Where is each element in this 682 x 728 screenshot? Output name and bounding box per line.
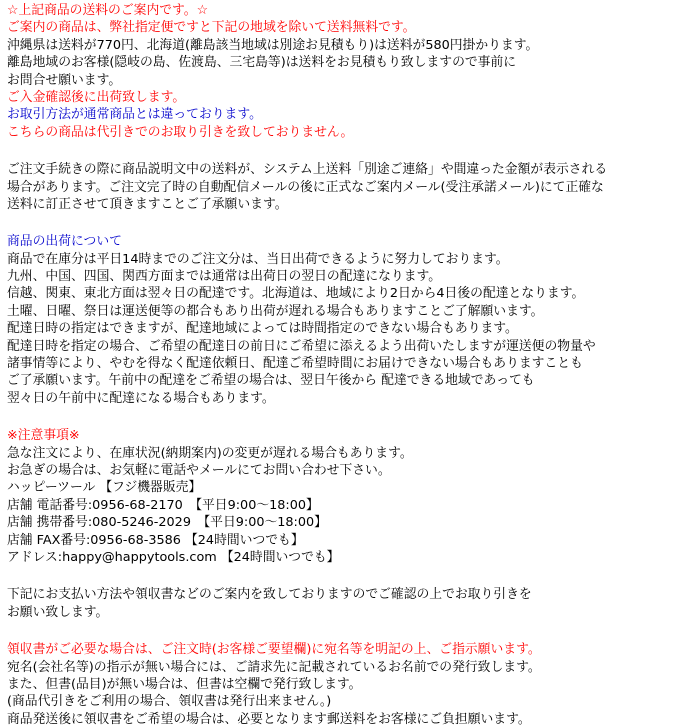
dispatch-line: 配達日時の指定はできますが、配達地域によっては時間指定のできない場合もあります。 xyxy=(7,321,518,337)
receipt-line: 商品発送後に領収書をご希望の場合は、必要となります郵送料をお客様にご負担願います。 xyxy=(7,711,531,727)
receipt-section xyxy=(7,641,682,728)
notice-line: 場合があります。ご注文完了時の自動配信メールの後に正式なご案内メール(受注承諾メール)にて正確な xyxy=(7,179,604,195)
caution-line: お急ぎの場合は、お気軽に電話やメールにてお問い合わせ下さい。 xyxy=(7,462,391,478)
payment-line: 下記にお支払い方法や領収書などのご案内を致しておりますのでご確認の上でお取り引きを xyxy=(7,587,532,603)
prepayment-note: ご入金確認後に出荷致します。 xyxy=(7,89,186,105)
shop-mobile: 店舗 携帯番号:080-5246-2029 【平日9:00～18:00】 xyxy=(7,515,327,531)
caution-section xyxy=(7,427,682,566)
dispatch-line: 信越、関東、東北方面は翌々日の配達です。北海道は、地域により2日から4日後の配達となります。 xyxy=(7,286,585,302)
shipping-fee-notice xyxy=(7,161,682,213)
dispatch-line: 配達日時を指定の場合、ご希望の配達日の前日にご希望に添えるよう出荷いたしますが運送便の物量や xyxy=(7,338,596,354)
receipt-line: (商品代引きをご利用の場合、領収書は発行出来ません。) xyxy=(7,694,332,710)
shop-phone: 店舗 電話番号:0956-68-2170 【平日9:00～18:00】 xyxy=(7,497,319,513)
caution-line: 急な注文により、在庫状況(納期案内)の変更が遅れる場合もあります。 xyxy=(7,445,413,461)
dispatch-line: 諸事情等により、やむを得なく配達依頼日、配達ご希望時間にお届けできない場合もありますことも xyxy=(7,356,583,372)
notice-line: 送料に訂正させて頂きますことご了承願います。 xyxy=(7,196,288,212)
shop-email: アドレス:happy@happytools.com 【24時間いつでも】 xyxy=(7,549,340,565)
payment-line: お願い致します。 xyxy=(7,604,109,620)
shipping-section xyxy=(7,2,682,141)
dispatch-section xyxy=(7,233,682,407)
caution-heading: ※注意事項※ xyxy=(7,428,80,444)
payment-section xyxy=(7,586,682,621)
remote-islands-note: 離島地域のお客様(隠岐の島、佐渡島、三宅島等)は送料をお見積もり致しますので事前に xyxy=(7,55,517,71)
dispatch-line: 九州、中国、四国、関西方面までは通常は出荷日の翌日の配達になります。 xyxy=(7,269,442,285)
dispatch-line: ご了承願います。午前中の配達をご希望の場合は、翌日午後から 配達できる地域であっても xyxy=(7,373,535,389)
receipt-line: また、但書(品目)が無い場合は、但書は空欄で発行致します。 xyxy=(7,676,362,692)
handling-note: お取引方法が通常商品とは違っております。 xyxy=(7,107,262,123)
dispatch-line: 商品で在庫分は平日14時までのご注文分は、当日出荷できるように努力しております。 xyxy=(7,251,509,267)
receipt-line: 宛名(会社名等)の指示が無い場合には、ご請求先に記載されているお名前での発行致します。 xyxy=(7,659,541,675)
remote-islands-inquiry: お問合せ願います。 xyxy=(7,72,122,88)
shipping-heading: ☆上記商品の送料のご案内です。☆ xyxy=(7,3,209,18)
dispatch-line: 翌々日の午前中に配達になる場合もあります。 xyxy=(7,390,275,406)
shop-fax: 店舗 FAX番号:0956-68-3586 【24時間いつでも】 xyxy=(7,532,304,548)
free-shipping-note: ご案内の商品は、弊社指定便ですと下記の地域を除いて送料無料です。 xyxy=(7,20,416,36)
okinawa-hokkaido-fee: 沖縄県は送料が770円、北海道(離島該当地域は別途お見積もり)は送料が580円掛かります。 xyxy=(7,37,539,53)
notice-line: ご注文手続きの際に商品説明文中の送料が、システム上送料「別途ご連絡」や間違った金額が表示される xyxy=(7,162,608,178)
dispatch-heading: 商品の出荷について xyxy=(7,234,122,250)
receipt-heading: 領収書がご必要な場合は、ご注文時(お客様ご要望欄)に宛名等を明記の上、ご指示願います。 xyxy=(7,642,541,658)
dispatch-line: 土曜、日曜、祭日は運送便等の都合もあり出荷が遅れる場合もありますことご了解願います。 xyxy=(7,303,544,319)
shop-name: ハッピーツール 【フジ機器販売】 xyxy=(7,480,202,496)
no-cod-note: こちらの商品は代引きでのお取り引きを致しておりません。 xyxy=(7,124,354,140)
